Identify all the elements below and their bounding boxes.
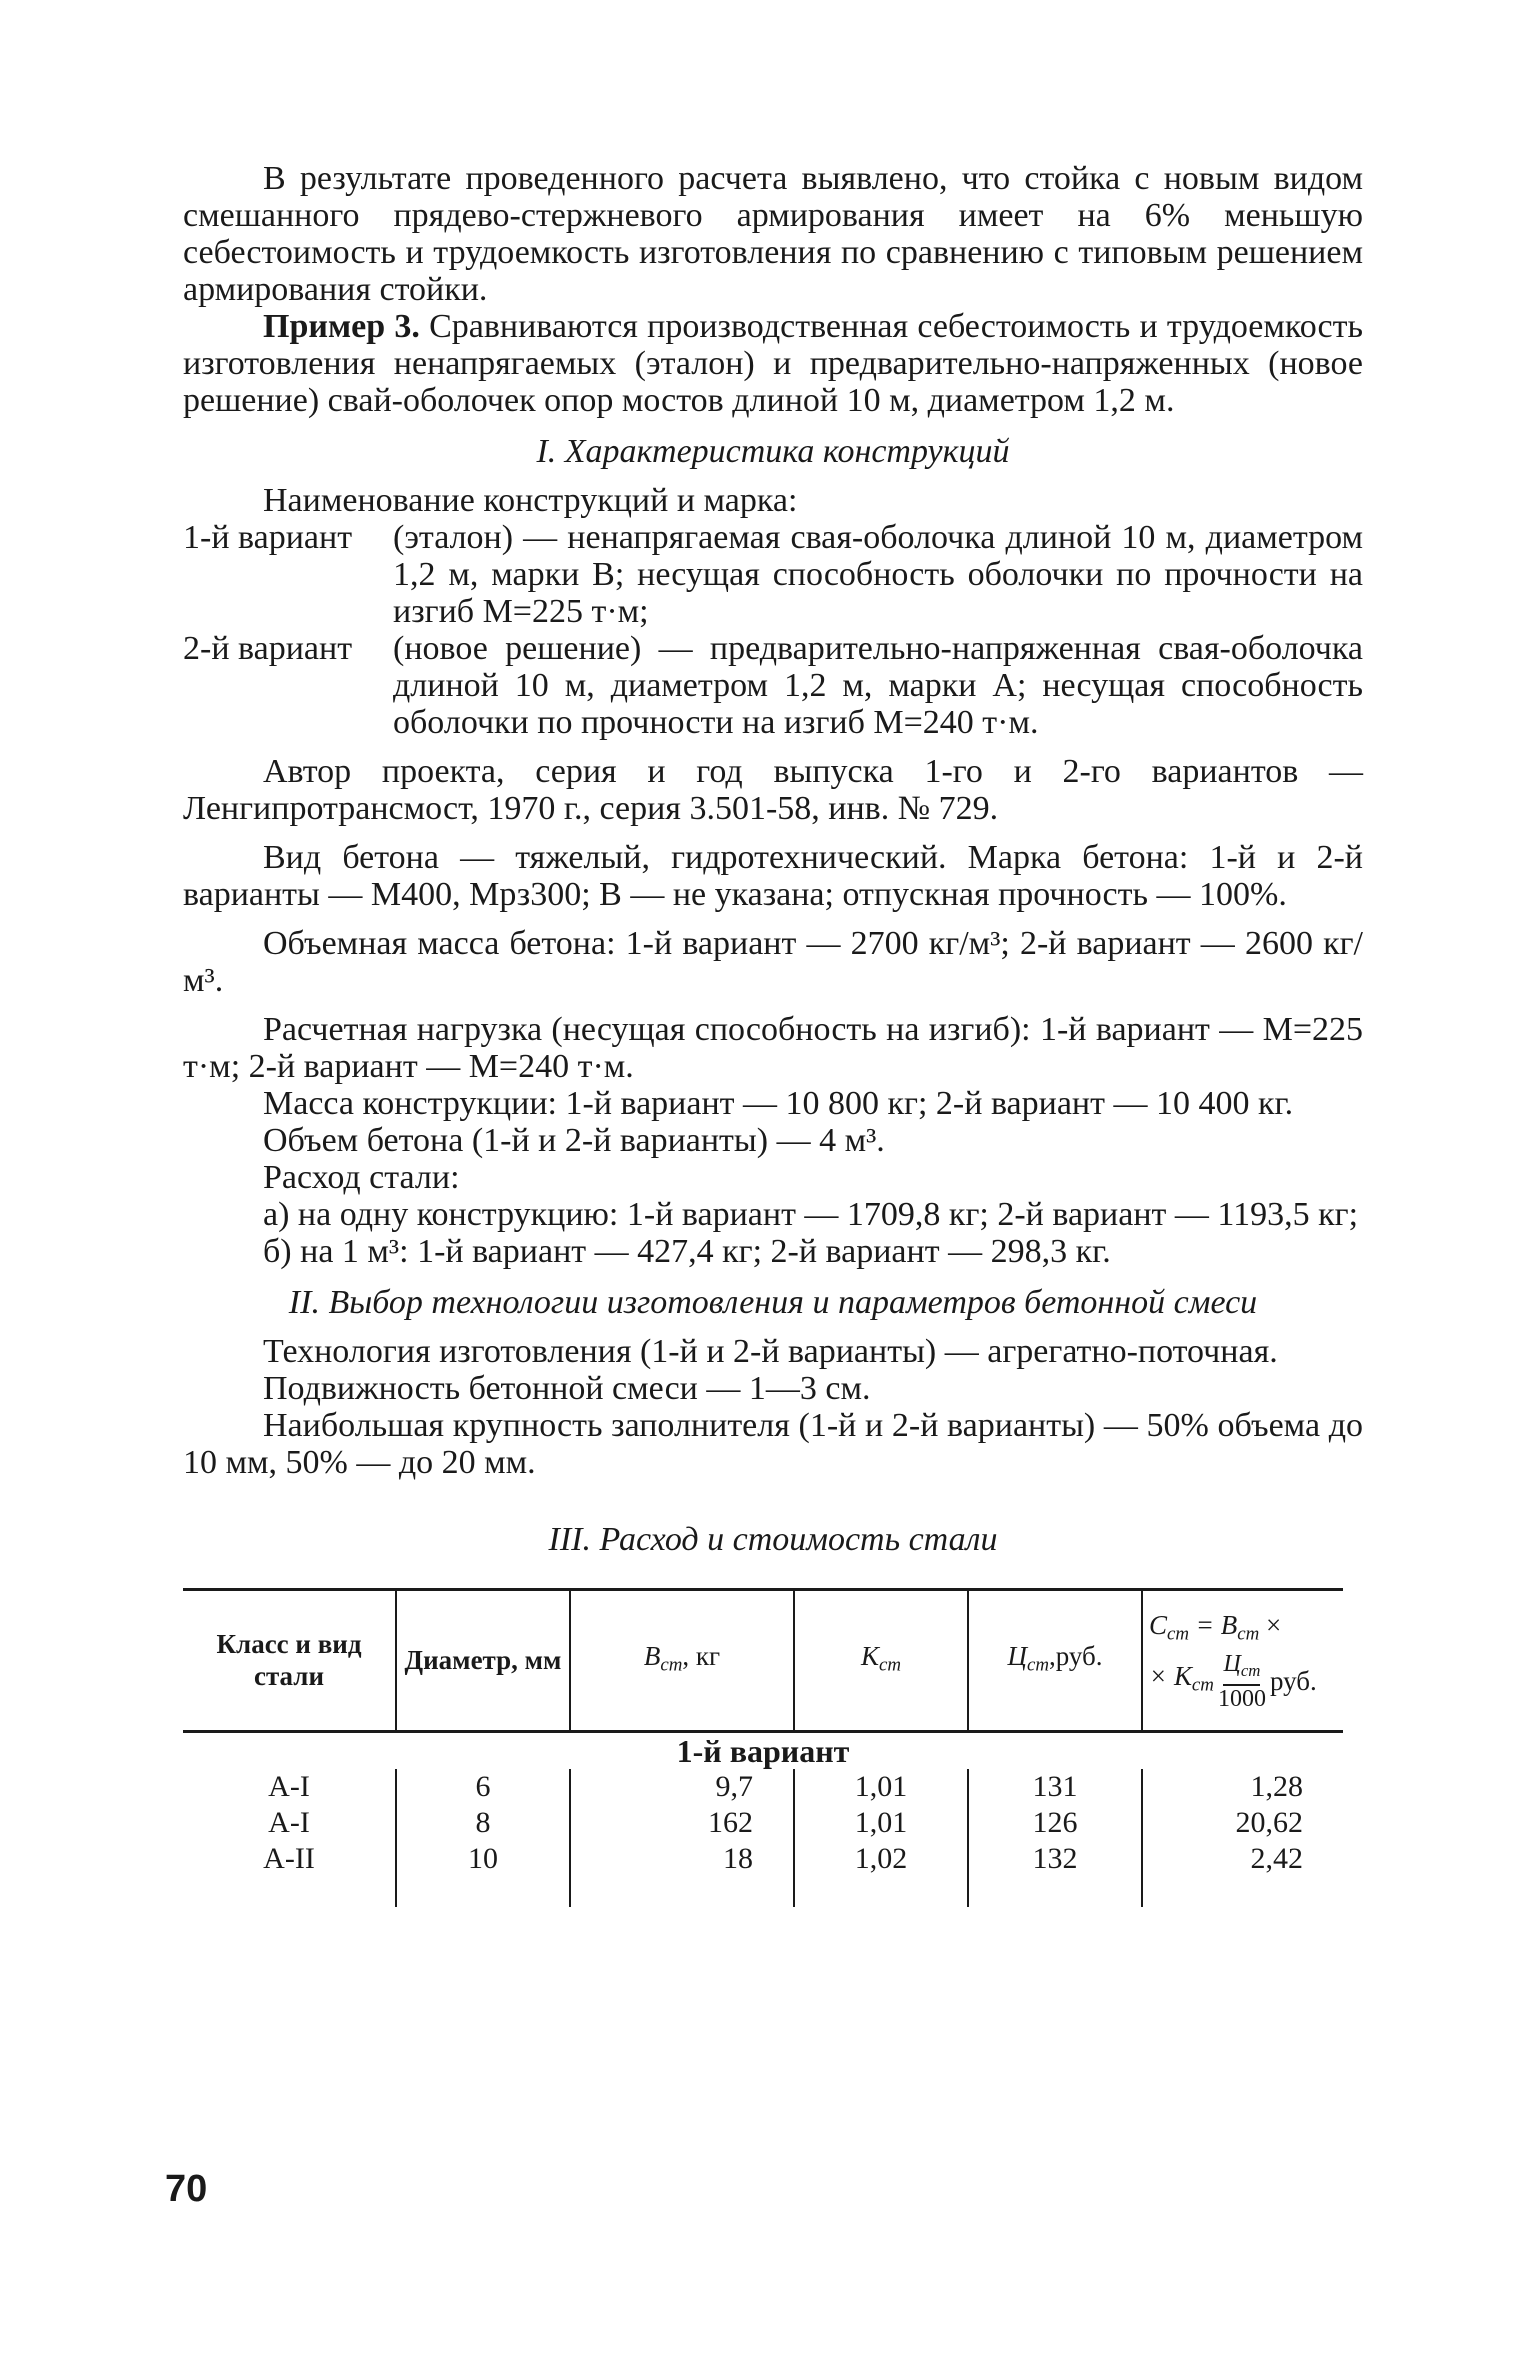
col-coefficient: $К_{ст}$ xyxy=(794,1590,968,1732)
cell-k: 1,01 xyxy=(794,1805,968,1841)
volume-mass-paragraph: Объемная масса бетона: 1-й вариант — 2700 кг/м³; 2-й вариант — 2600 кг/м³. xyxy=(183,925,1363,999)
variant-1-text: (эталон) — ненапрягаемая свая-оболочка длиной 10 м, диаметром 1,2 м, марки В; несущая способность оболочки по прочности на изгиб М=225 т·м; xyxy=(393,519,1363,630)
concrete-volume-paragraph: Объем бетона (1-й и 2-й варианты) — 4 м³. xyxy=(263,1122,885,1159)
table-header-row xyxy=(183,1590,1343,1732)
col-steel-class: Класс и вид стали xyxy=(183,1590,396,1732)
cell-class: А-I xyxy=(268,1769,310,1803)
variant-2-label: 2-й вариант xyxy=(183,630,353,667)
section-1-heading: I. Характеристика конструкций xyxy=(536,433,1010,470)
variant-1 xyxy=(183,519,1363,630)
steel-table xyxy=(183,1588,1343,1907)
cell-class: А-I xyxy=(268,1805,310,1839)
steel-a-paragraph: а) на одну конструкцию: 1-й вариант — 1709,8 кг; 2-й вариант — 1193,5 кг; xyxy=(263,1196,1359,1233)
page-number: 70 xyxy=(165,2168,208,2210)
section-3-heading: III. Расход и стоимость стали xyxy=(548,1521,998,1558)
cell-mass: 9,7 xyxy=(570,1769,794,1805)
group-label: 1-й вариант xyxy=(676,1732,850,1769)
cell-diameter: 8 xyxy=(396,1805,570,1841)
mobility-paragraph: Подвижность бетонной смеси — 1—3 см. xyxy=(263,1370,871,1407)
aggregate-paragraph: Наибольшая крупность заполнителя (1-й и 2-й варианты) — 50% объема до 10 мм, 50% — до 20 мм. xyxy=(183,1407,1363,1481)
col-price: $Ц_{ст},руб$. xyxy=(968,1590,1142,1732)
cell-price: 132 xyxy=(968,1841,1142,1907)
table-row xyxy=(183,1769,1343,1805)
variant-2 xyxy=(183,630,1363,741)
cell-price: 126 xyxy=(968,1805,1142,1841)
cell-price: 131 xyxy=(968,1769,1142,1805)
col-diameter: Диаметр, мм xyxy=(396,1590,570,1732)
technology-paragraph: Технология изготовления (1-й и 2-й варианты) — агрегатно-поточная. xyxy=(263,1333,1278,1370)
paragraph-result: В результате проведенного расчета выявлено, что стойка с новым видом смешанного прядево-стержневого армирования имеет на 6% меньшую себестоимость и трудоемкость изготовления по сравнению с типовым решением армирования стойки. xyxy=(183,160,1363,308)
example-text: Сравниваются производственная себестоимость и трудоемкость изготовления ненапрягаемых (эталон) и предварительно-напряженных (новое решение) свай-оболочек опор мостов длиной 10 м, диаметром 1,2 м. xyxy=(183,308,1363,419)
cell-k: 1,02 xyxy=(794,1841,968,1907)
names-label: Наименование конструкций и марка: xyxy=(263,482,798,519)
cell-diameter: 10 xyxy=(396,1841,570,1907)
concrete-type-paragraph: Вид бетона — тяжелый, гидротехнический. Марка бетона: 1-й и 2-й варианты — М400, Мрз300; В — не указана; отпускная прочность — 100%. xyxy=(183,839,1363,913)
example-label: Пример 3. xyxy=(263,308,420,345)
paragraph-example-3 xyxy=(183,308,1363,419)
cell-cost: 1,28 xyxy=(1142,1769,1343,1805)
col-mass: $В_{ст}$, кг xyxy=(570,1590,794,1732)
steel-b-paragraph: б) на 1 м³: 1-й вариант — 427,4 кг; 2-й вариант — 298,3 кг. xyxy=(263,1233,1111,1270)
cell-diameter: 6 xyxy=(396,1769,570,1805)
cell-mass: 18 xyxy=(570,1841,794,1907)
page-content xyxy=(183,160,1363,1907)
cell-k: 1,01 xyxy=(794,1769,968,1805)
cell-cost: 2,42 xyxy=(1142,1841,1343,1907)
cell-cost: 20,62 xyxy=(1142,1805,1343,1841)
cost-formula-line2: × $К_{ст}$ $Ц_{ст}$ 1000 руб. xyxy=(1149,1650,1317,1712)
section-2-heading: II. Выбор технологии изготовления и параметров бетонной смеси xyxy=(288,1284,1258,1321)
group-row xyxy=(183,1731,1343,1769)
variant-2-text: (новое решение) — предварительно-напряженная свая-оболочка длиной 10 м, диаметром 1,2 м, марки А; несущая способность оболочки по прочности на изгиб М=240 т·м. xyxy=(393,630,1363,741)
cost-formula-line1: $С_{ст} = В_{ст}$ × xyxy=(1149,1610,1282,1645)
design-load-paragraph: Расчетная нагрузка (несущая способность на изгиб): 1-й вариант — М=225 т·м; 2-й вариант — М=240 т·м. xyxy=(183,1011,1363,1085)
cell-class: А-II xyxy=(263,1841,315,1875)
cell-mass: 162 xyxy=(570,1805,794,1841)
col-cost xyxy=(1142,1590,1343,1732)
steel-label: Расход стали: xyxy=(263,1159,460,1196)
cost-fraction: $Ц_{ст}$ 1000 xyxy=(1217,1650,1266,1712)
table-row xyxy=(183,1841,1343,1907)
table-row xyxy=(183,1805,1343,1841)
variant-1-label: 1-й вариант xyxy=(183,519,353,556)
mass-paragraph: Масса конструкции: 1-й вариант — 10 800 кг; 2-й вариант — 10 400 кг. xyxy=(263,1085,1294,1122)
author-paragraph: Автор проекта, серия и год выпуска 1-го и 2-го вариантов — Ленгипротрансмост, 1970 г., серия 3.501-58, инв. № 729. xyxy=(183,753,1363,827)
